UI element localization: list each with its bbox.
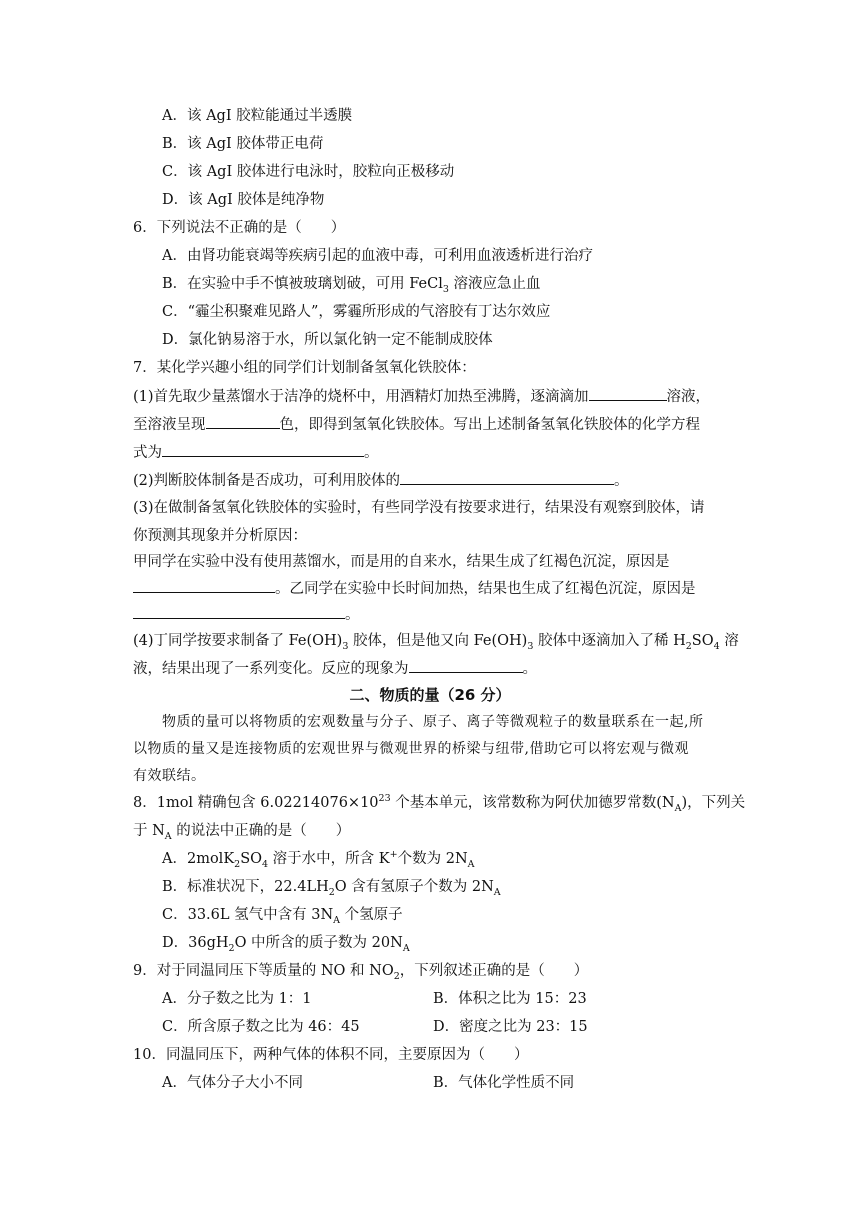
q7-part3-line4: 。乙同学在实验中长时间加热，结果也生成了红褐色沉淀，原因是 <box>133 578 696 599</box>
q7-part4-line1: (4)丁同学按要求制备了 $Fe(OH)_3$ 胶体，但是他又向 $Fe(OH)_3$ 胶体中逐滴加入了稀 $H_2SO_4$ 溶 <box>133 633 739 652</box>
answer-blank[interactable] <box>409 658 523 673</box>
q5-option-d: D．该 AgI 胶体是纯净物 <box>162 192 325 208</box>
q7-stem: 7．某化学兴趣小组的同学们计划制备氢氧化铁胶体： <box>133 360 476 376</box>
q8-option-d: D．$36gH_2O$ 中所含的质子数为 $20N_A$ <box>162 935 410 954</box>
q7-part1-line3: 式为 。 <box>133 442 379 463</box>
answer-blank[interactable] <box>400 470 614 485</box>
q6-option-b: B．在实验中手不慎被玻璃划破，可用 FeCl$_3$ 溶液应急止血 <box>162 276 541 295</box>
q6-option-d: D．氯化钠易溶于水，所以氯化钠一定不能制成胶体 <box>162 332 493 348</box>
q6-stem: 6．下列说法不正确的是（ ） <box>133 220 346 236</box>
q10-option-b: B．气体化学性质不同 <box>433 1075 575 1091</box>
q6-option-a: A．由肾功能衰竭等疾病引起的血液中毒，可利用血液透析进行治疗 <box>162 248 593 264</box>
q5-option-b: B．该 AgI 胶体带正电荷 <box>162 136 324 152</box>
section-title: 二、物质的量（26 分） <box>349 686 511 704</box>
q5-option-c: C．该 AgI 胶体进行电泳时，胶粒向正极移动 <box>162 164 455 180</box>
answer-blank[interactable] <box>162 442 364 457</box>
q8-option-c: C．33.6L 氢气中含有 $3N_A$ 个氢原子 <box>162 907 403 926</box>
answer-blank[interactable] <box>589 386 667 401</box>
q7-part3-line1: (3)在做制备氢氧化铁胶体的实验时，有些同学没有按要求进行，结果没有观察到胶体，请 <box>133 500 705 516</box>
section-intro-line1: 物质的量可以将物质的宏观数量与分子、原子、离子等微观粒子的数量联系在一起,所 <box>162 714 704 730</box>
q9-option-b: B．体积之比为 15：23 <box>433 991 587 1007</box>
q7-part4-line2: 液，结果出现了一系列变化。反应的现象为 。 <box>133 658 537 679</box>
q6-option-c: C．“霾尘积聚难见路人”，雾霾所形成的气溶胶有丁达尔效应 <box>162 304 551 320</box>
q7-part3-line5: 。 <box>133 604 360 625</box>
q8-option-b: B．标准状况下，$22.4LH_2O$ 含有氢原子个数为 $2N_A$ <box>162 879 501 898</box>
q10-option-a: A．气体分子大小不同 <box>162 1075 303 1091</box>
q9-stem: 9．对于同温同压下等质量的 NO 和 $NO_2$，下列叙述正确的是（ ） <box>133 963 589 982</box>
section-intro-line2: 以物质的量又是连接物质的宏观世界与微观世界的桥梁与纽带,借助它可以将宏观与微观 <box>133 741 689 757</box>
q7-part3-line3: 甲同学在实验中没有使用蒸馏水，而是用的自来水，结果生成了红褐色沉淀，原因是 <box>133 554 670 570</box>
answer-blank[interactable] <box>133 604 345 619</box>
section-intro-line3: 有效联结。 <box>133 768 206 784</box>
answer-blank[interactable] <box>133 578 275 593</box>
q7-part1-line2: 至溶液呈现 色，即得到氢氧化铁胶体。写出上述制备氢氧化铁胶体的化学方程 <box>133 414 700 435</box>
q9-option-a: A．分子数之比为 1：1 <box>162 991 312 1007</box>
q10-stem: 10．同温同压下，两种气体的体积不同，主要原因为（ ） <box>133 1047 529 1063</box>
q5-option-a: A．该 AgI 胶粒能通过半透膜 <box>162 108 353 124</box>
q7-part3-line2: 你预测其现象并分析原因： <box>133 528 307 544</box>
q7-part1-line1: (1)首先取少量蒸馏水于洁净的烧杯中，用酒精灯加热至沸腾，逐滴滴加 溶液， <box>133 386 710 407</box>
answer-blank[interactable] <box>206 414 280 429</box>
q9-option-c: C．所含原子数之比为 46：45 <box>162 1019 360 1035</box>
q8-stem-line2: 于 $N_A$ 的说法中正确的是（ ） <box>133 823 351 842</box>
q9-option-d: D．密度之比为 23：15 <box>433 1019 588 1035</box>
q7-part2: (2)判断胶体制备是否成功，可利用胶体的 。 <box>133 470 629 491</box>
q8-stem-line1: 8．1mol 精确包含 $6.02214076\times 10^{23}$ 个基本单元，该常数称为阿伏加德罗常数$(N_A)$，下列关 <box>133 793 746 814</box>
q8-option-a: A．$2molK_2SO_4$ 溶于水中，所含 K+个数为 $2N_A$ <box>162 849 475 870</box>
